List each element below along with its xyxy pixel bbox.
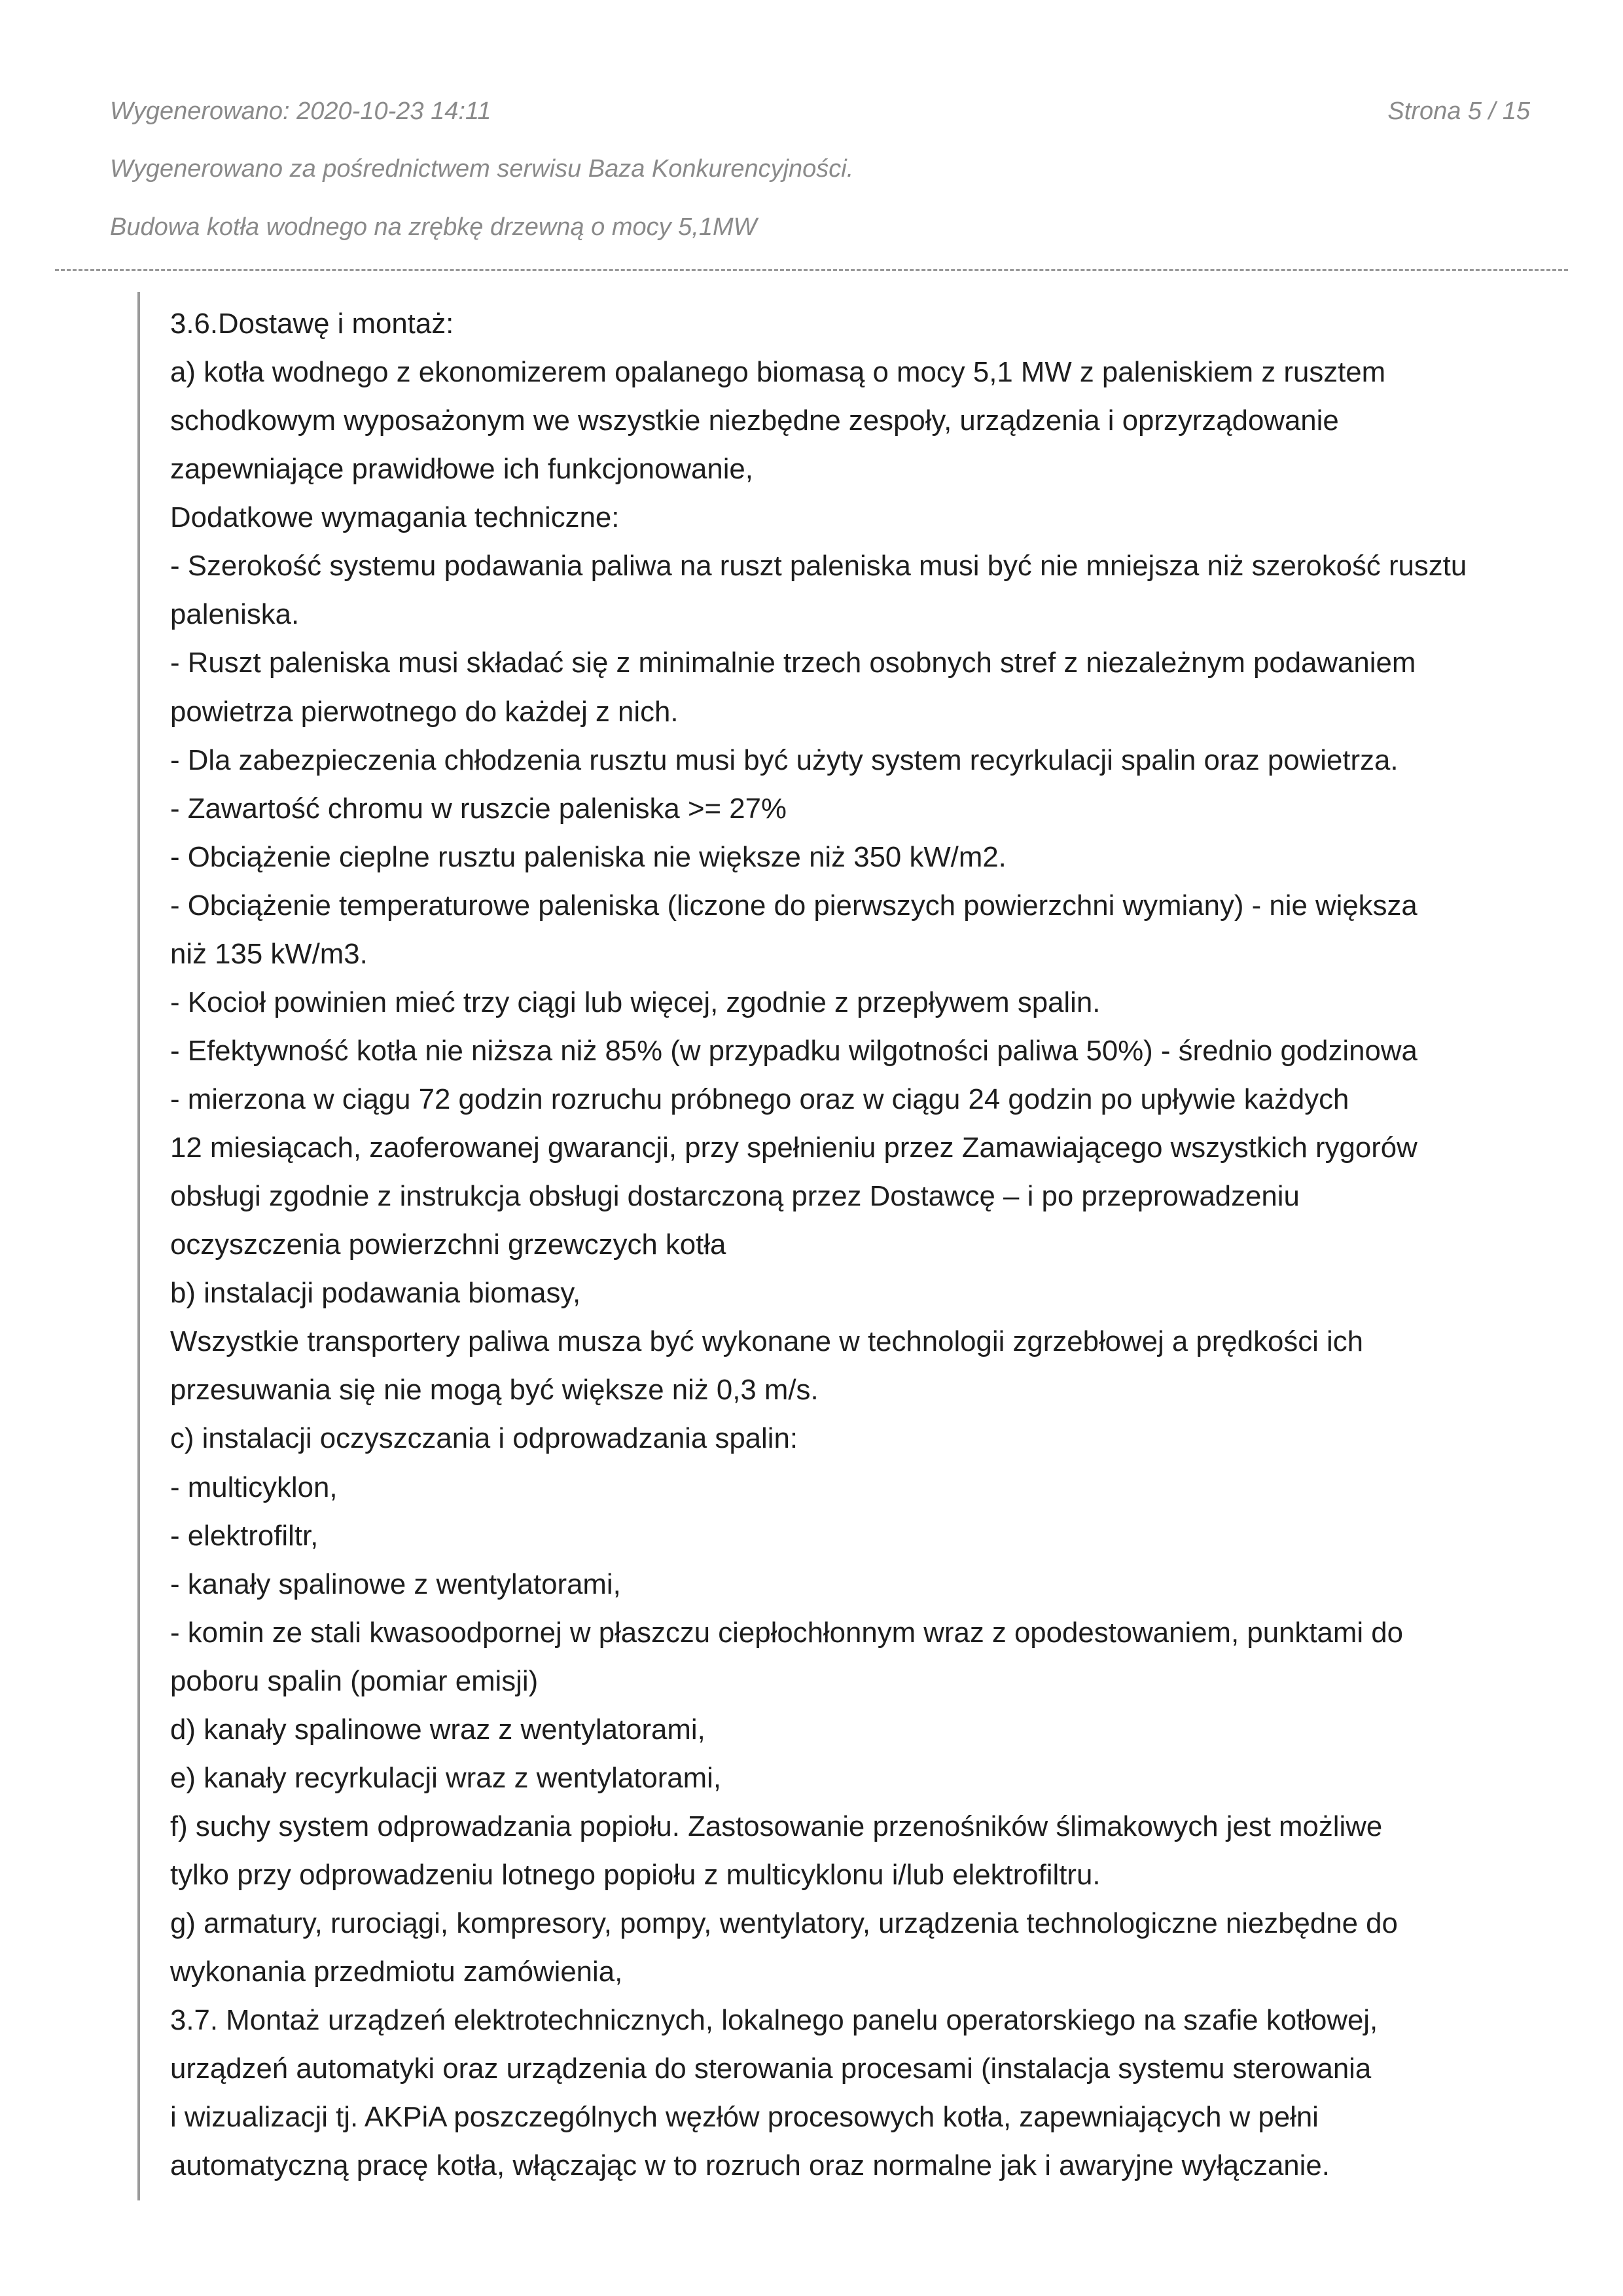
text-line: - komin ze stali kwasoodpornej w płaszczu ciepłochłonnym wraz z opodestowaniem, punktami do (170, 1616, 1403, 1649)
text-line: - Obciążenie temperaturowe paleniska (liczone do pierwszych powierzchni wymiany) - nie większa (170, 889, 1418, 922)
text-line: automatyczną pracę kotła, włączając w to rozruch oraz normalne jak i awaryjne wyłączanie. (170, 2149, 1330, 2182)
page-header (0, 0, 1623, 275)
text-line: oczyszczenia powierzchni grzewczych kotła (170, 1229, 726, 1261)
text-line: c) instalacji oczyszczania i odprowadzania spalin: (170, 1422, 798, 1455)
text-line: schodkowym wyposażonym we wszystkie niezbędne zespoły, urządzenia i oprzyrządowanie (170, 404, 1339, 437)
text-line: b) instalacji podawania biomasy, (170, 1277, 581, 1310)
text-line: obsługi zgodnie z instrukcja obsługi dostarczoną przez Dostawcę – i po przeprowadzeniu (170, 1180, 1300, 1213)
text-line: powietrza pierwotnego do każdej z nich. (170, 695, 679, 728)
text-line: paleniska. (170, 598, 300, 631)
text-line: niż 135 kW/m3. (170, 937, 368, 970)
header-separator (55, 269, 1568, 271)
text-line: d) kanały spalinowe wraz z wentylatorami, (170, 1713, 705, 1746)
text-line: - Zawartość chromu w ruszcie paleniska >= 27% (170, 792, 787, 825)
text-line: urządzeń automatyki oraz urządzenia do sterowania procesami (instalacja systemu sterowania (170, 2053, 1372, 2085)
text-line: a) kotła wodnego z ekonomizerem opalanego biomasą o mocy 5,1 MW z paleniskiem z rusztem (170, 356, 1386, 389)
text-line: - Szerokość systemu podawania paliwa na ruszt paleniska musi być nie mniejsza niż szerokość rusztu (170, 550, 1467, 583)
text-line: g) armatury, rurociągi, kompresory, pompy, wentylatory, urządzenia technologiczne niezbędne do (170, 1907, 1398, 1940)
text-line: zapewniające prawidłowe ich funkcjonowanie, (170, 453, 753, 486)
service-note: Wygenerowano za pośrednictwem serwisu Baza Konkurencyjności. (110, 155, 854, 183)
text-line: 3.7. Montaż urządzeń elektrotechnicznych, lokalnego panelu operatorskiego na szafie kotłowej, (170, 2004, 1378, 2037)
text-line: wykonania przedmiotu zamówienia, (170, 1956, 623, 1988)
text-line: - Obciążenie cieplne rusztu paleniska nie większe niż 350 kW/m2. (170, 840, 1007, 873)
text-line: - elektrofiltr, (170, 1519, 319, 1552)
body-text (170, 300, 1551, 2190)
document-title: Budowa kotła wodnego na zrębkę drzewną o mocy 5,1MW (110, 213, 757, 241)
text-line: e) kanały recyrkulacji wraz z wentylatorami, (170, 1761, 722, 1794)
text-line: przesuwania się nie mogą być większe niż 0,3 m/s. (170, 1374, 819, 1407)
generated-timestamp: Wygenerowano: 2020-10-23 14:11 (110, 98, 491, 125)
text-line: - kanały spalinowe z wentylatorami, (170, 1568, 621, 1600)
text-line: tylko przy odprowadzeniu lotnego popiołu z multicyklonu i/lub elektrofiltru. (170, 1859, 1101, 1891)
text-line: - Kocioł powinien mieć trzy ciągi lub więcej, zgodnie z przepływem spalin. (170, 986, 1101, 1018)
text-line: poboru spalin (pomiar emisji) (170, 1664, 539, 1697)
text-line: - mierzona w ciągu 72 godzin rozruchu próbnego oraz w ciągu 24 godzin po upływie każdych (170, 1083, 1349, 1115)
text-line: - Efektywność kotła nie niższa niż 85% (w przypadku wilgotności paliwa 50%) - średnio godzinowa (170, 1034, 1418, 1067)
text-line: - Ruszt paleniska musi składać się z minimalnie trzech osobnych stref z niezależnym podawaniem (170, 647, 1416, 679)
text-line: - Dla zabezpieczenia chłodzenia rusztu musi być użyty system recyrkulacji spalin oraz powietrza. (170, 744, 1399, 776)
text-line: 3.6.Dostawę i montaż: (170, 308, 454, 340)
text-line: f) suchy system odprowadzania popiołu. Zastosowanie przenośników ślimakowych jest możliwe (170, 1810, 1383, 1842)
text-line: - multicyklon, (170, 1471, 338, 1503)
text-line: i wizualizacji tj. AKPiA poszczególnych węzłów procesowych kotła, zapewniających w pełni (170, 2101, 1319, 2134)
text-line: Dodatkowe wymagania techniczne: (170, 501, 620, 534)
document-body (137, 292, 1551, 2200)
text-line: 12 miesiącach, zaoferowanej gwarancji, przy spełnieniu przez Zamawiającego wszystkich rygorów (170, 1132, 1418, 1164)
page-number: Strona 5 / 15 (1387, 98, 1530, 125)
text-line: Wszystkie transportery paliwa musza być wykonane w technologii zgrzebłowej a prędkości ich (170, 1325, 1363, 1358)
